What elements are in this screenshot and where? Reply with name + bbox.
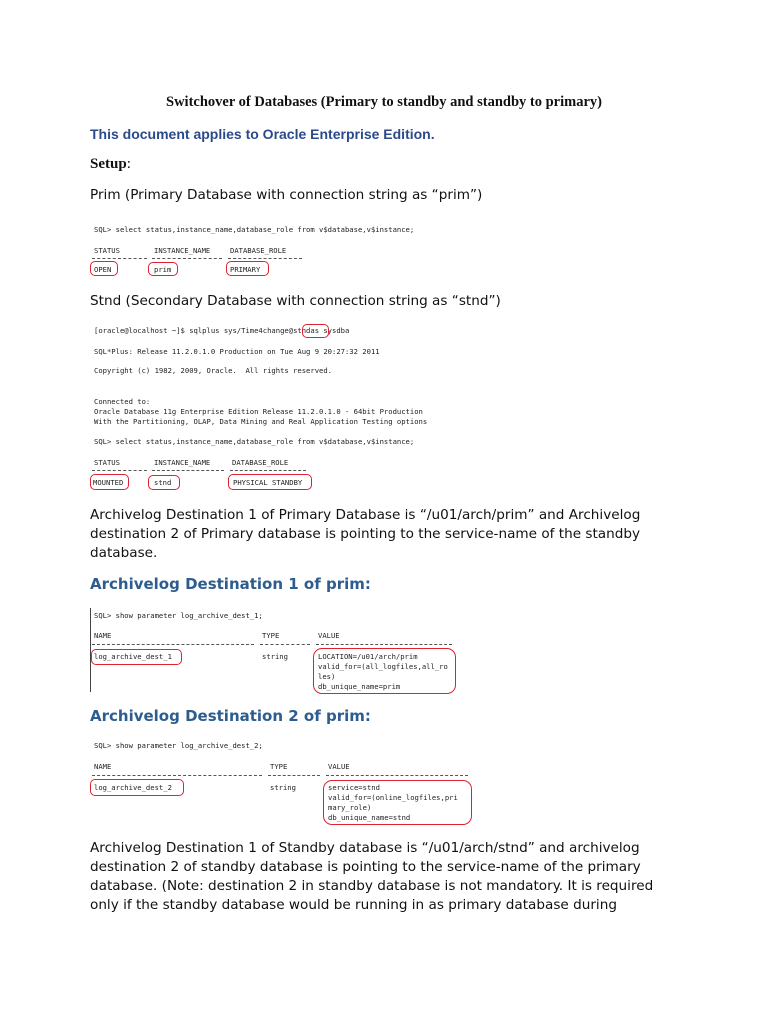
archivelog-paragraph-standby: Archivelog Destination 1 of Standby database is “/u01/arch/stnd” and archivelog destination 2 of standby database is pointing to the service-name of the primary database. (Note: destination 2 in standby database is not mandatory. It is required only if the standby database would be running in as primary database during bbox=[90, 840, 654, 913]
connected-line: Connected to: bbox=[94, 397, 151, 406]
val-valid-for: valid_for=(all_logfiles,all_ro bbox=[318, 662, 448, 671]
stnd-intro: Stnd (Secondary Database with connection string as “stnd”) bbox=[90, 293, 501, 309]
applies-note: This document applies to Oracle Enterprise Edition. bbox=[90, 126, 435, 142]
login-suffix: as sysdba bbox=[310, 326, 350, 335]
val-role: PHYSICAL STANDBY bbox=[233, 478, 303, 487]
copyright-line: Copyright (c) 1982, 2009, Oracle. All rights reserved. bbox=[94, 366, 332, 375]
setup-label-text: Setup bbox=[90, 156, 127, 172]
col-value-header: VALUE bbox=[328, 762, 350, 771]
separator bbox=[260, 644, 310, 645]
highlight-box bbox=[302, 324, 329, 338]
separator bbox=[92, 644, 254, 645]
options-line: With the Partitioning, OLAP, Data Mining and Real Application Testing options bbox=[94, 417, 428, 426]
sql-command: SQL> show parameter log_archive_dest_2; bbox=[94, 741, 263, 750]
val-type: string bbox=[262, 652, 288, 661]
col-value-header: VALUE bbox=[318, 631, 340, 640]
col-name-header: NAME bbox=[94, 762, 112, 771]
setup-label bbox=[90, 156, 131, 173]
val-valid-for-cont: les) bbox=[318, 672, 336, 681]
highlight-box bbox=[313, 648, 456, 694]
val-name: log_archive_dest_1 bbox=[94, 652, 172, 661]
col-status-header: STATUS bbox=[94, 458, 120, 467]
version-line: Oracle Database 11g Enterprise Edition Release 11.2.0.1.0 - 64bit Production bbox=[94, 407, 423, 416]
highlight-box bbox=[148, 475, 180, 490]
val-instance: stnd bbox=[154, 478, 172, 487]
separator bbox=[230, 470, 306, 471]
val-name: log_archive_dest_2 bbox=[94, 783, 172, 792]
separator bbox=[92, 470, 147, 471]
prim-intro: Prim (Primary Database with connection string as “prim”) bbox=[90, 187, 483, 203]
val-valid-for-cont: mary_role) bbox=[328, 803, 372, 812]
val-status: OPEN bbox=[94, 265, 112, 274]
val-status: MOUNTED bbox=[93, 478, 124, 487]
val-type: string bbox=[270, 783, 296, 792]
login-prefix: [oracle@localhost ~]$ sqlplus sys/Time4change@ bbox=[94, 326, 294, 335]
val-unique-name: db_unique_name=stnd bbox=[328, 813, 411, 822]
sqlplus-banner: SQL*Plus: Release 11.2.0.1.0 Production on Tue Aug 9 20:27:32 2011 bbox=[94, 347, 380, 356]
col-name-header: NAME bbox=[94, 631, 112, 640]
frame-edge bbox=[90, 608, 91, 692]
document-title: Switchover of Databases (Primary to standby and standby to primary) bbox=[166, 94, 602, 110]
val-valid-for: valid_for=(online_logfiles,pri bbox=[328, 793, 458, 802]
val-service: service=stnd bbox=[328, 783, 380, 792]
separator bbox=[92, 775, 262, 776]
val-instance: prim bbox=[154, 265, 172, 274]
sql-command: SQL> show parameter log_archive_dest_1; bbox=[94, 611, 263, 620]
col-type-header: TYPE bbox=[262, 631, 280, 640]
col-instance-header: INSTANCE_NAME bbox=[154, 246, 211, 255]
setup-colon: : bbox=[126, 156, 131, 172]
highlight-box bbox=[148, 262, 178, 276]
highlight-box bbox=[90, 779, 184, 796]
highlight-box bbox=[90, 261, 118, 276]
heading-dest2: Archivelog Destination 2 of prim: bbox=[90, 707, 371, 725]
highlight-box bbox=[90, 474, 129, 490]
separator bbox=[152, 258, 222, 259]
separator bbox=[326, 775, 468, 776]
separator bbox=[268, 775, 320, 776]
highlight-box bbox=[226, 261, 269, 276]
col-instance-header: INSTANCE_NAME bbox=[154, 458, 211, 467]
sql-command: SQL> select status,instance_name,database_role from v$database,v$instance; bbox=[94, 225, 415, 234]
archivelog-paragraph-primary: Archivelog Destination 1 of Primary Database is “/u01/arch/prim” and Archivelog destination 2 of Primary database is pointing to the service-name of the standby database. bbox=[90, 507, 641, 561]
col-status-header: STATUS bbox=[94, 246, 120, 255]
highlight-box bbox=[91, 649, 182, 665]
col-type-header: TYPE bbox=[270, 762, 288, 771]
separator bbox=[152, 470, 224, 471]
val-role: PRIMARY bbox=[230, 265, 261, 274]
separator bbox=[228, 258, 302, 259]
highlight-box bbox=[323, 780, 472, 825]
separator bbox=[92, 258, 147, 259]
sql-command: SQL> select status,instance_name,database_role from v$database,v$instance; bbox=[94, 437, 415, 446]
heading-dest1: Archivelog Destination 1 of prim: bbox=[90, 575, 371, 593]
highlight-box bbox=[228, 474, 312, 490]
separator bbox=[316, 644, 452, 645]
val-unique-name: db_unique_name=prim bbox=[318, 682, 401, 691]
col-role-header: DATABASE_ROLE bbox=[230, 246, 287, 255]
login-connection: stnd bbox=[293, 326, 311, 335]
val-location: LOCATION=/u01/arch/prim bbox=[318, 652, 418, 661]
col-role-header: DATABASE_ROLE bbox=[232, 458, 289, 467]
